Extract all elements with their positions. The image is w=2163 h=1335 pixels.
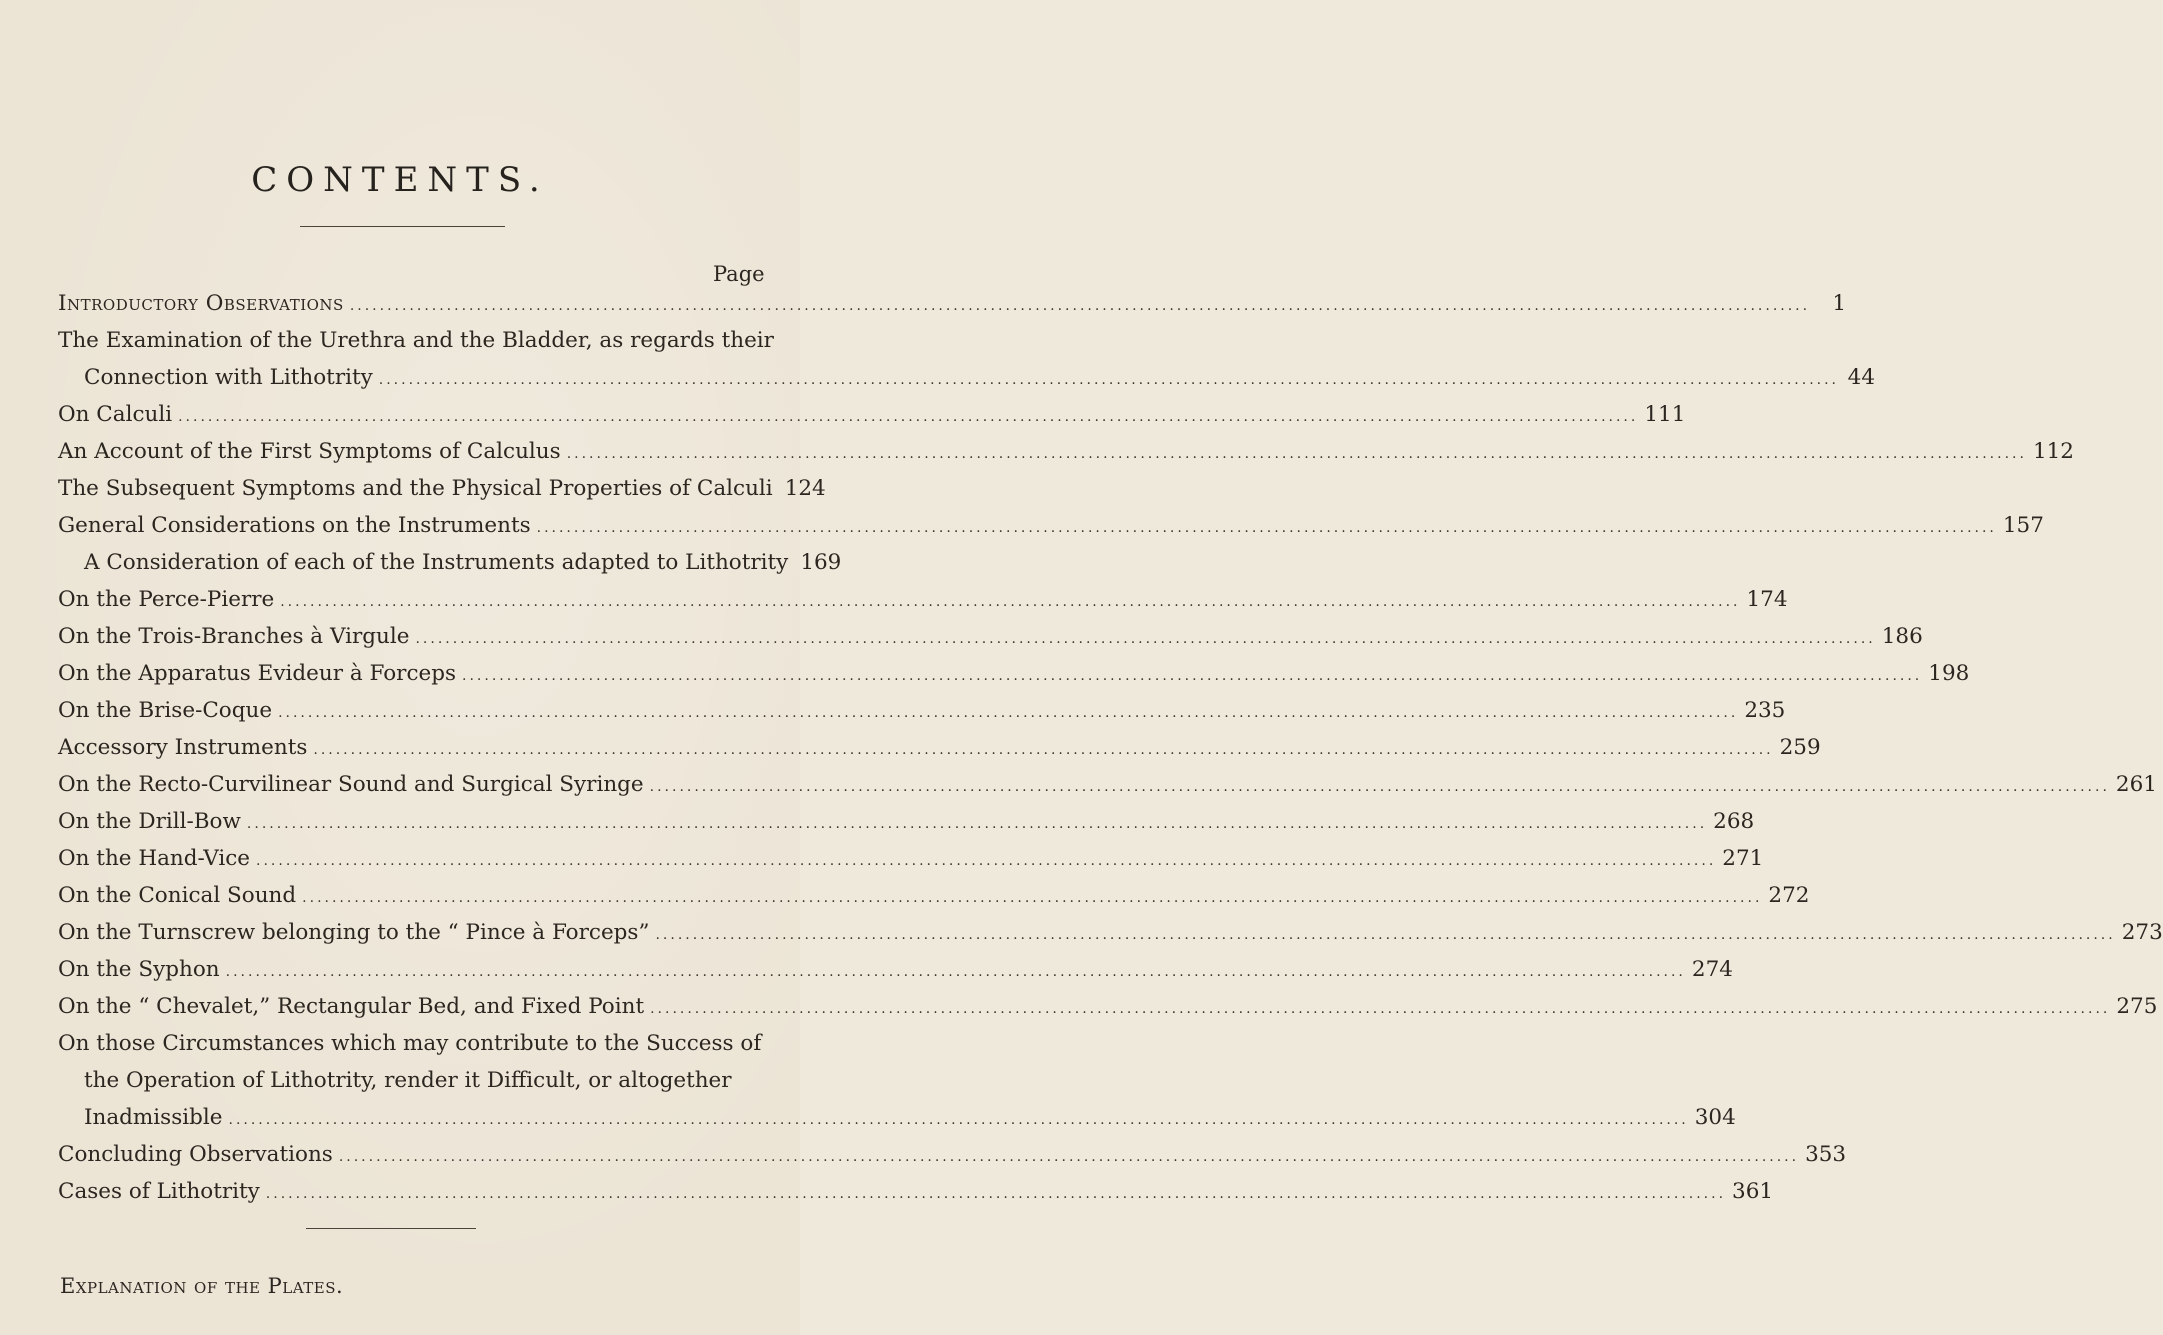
toc-entry-title: Accessory Instruments [58,735,308,760]
toc-entry [58,581,1788,618]
toc-entry-page: 124 [784,476,826,501]
toc-entry-page: 271 [1722,846,1764,871]
dot-leader [313,732,1773,769]
plates-heading: Explanation of the Plates. [60,1274,344,1298]
dot-leader [462,658,1922,695]
toc-entry [58,1173,1774,1210]
toc-entry-title: On the Conical Sound [58,883,297,908]
toc-entry [58,766,2157,803]
toc-entry-page: 261 [2115,772,2157,797]
toc-entry [58,470,826,507]
toc-entry-page: 274 [1691,957,1733,982]
toc-entry [58,803,1755,840]
toc-entry [58,396,1686,433]
dot-leader [178,399,1638,436]
dot-leader [339,1139,1799,1176]
title-rule [300,226,505,227]
toc-entry-page: 112 [2032,439,2074,464]
toc-entry-page: 169 [800,550,842,575]
toc-entry-page: 353 [1805,1142,1847,1167]
dot-leader [415,621,1875,658]
toc-entry [58,655,1970,692]
toc-entry-page: 174 [1746,587,1788,612]
toc-entry-title: On the Brise-Coque [58,698,273,723]
toc-entry [58,285,1847,322]
toc-entry-title: On the Recto-Curvilinear Sound and Surgical Syringe [58,772,644,797]
dot-leader [302,880,1762,917]
dot-leader [280,584,1740,621]
toc-entry-title: On the Turnscrew belonging to the “ Pince à Forceps” [58,920,650,945]
toc-entry-page: 235 [1744,698,1786,723]
toc-entry [58,1025,1736,1136]
toc-entry-title: On the “ Chevalet,” Rectangular Bed, and Fixed Point [58,994,645,1019]
toc-entry-title-line: On those Circumstances which may contribute to the Success of [58,1031,762,1056]
dot-leader [350,288,1810,325]
dot-leader [256,843,1716,880]
toc-entry-title: On the Apparatus Evideur à Forceps [58,661,457,686]
toc-entry-page: 273 [2121,920,2163,945]
toc-entry-title: On Calculi [58,402,173,427]
dot-leader [278,695,1738,732]
toc-entry-title: Inadmissible [84,1105,223,1130]
toc-entry-title: An Account of the First Symptoms of Calculus [58,439,561,464]
toc-entry-title: On the Hand-Vice [58,846,251,871]
toc-entry [58,322,1876,396]
dot-leader [655,917,2115,954]
toc-entry [58,951,1733,988]
toc-entry [58,507,2044,544]
toc-entry-page: 198 [1928,661,1970,686]
toc-entry-title: General Considerations on the Instruments [58,513,531,538]
toc-entry-page: 304 [1694,1105,1736,1130]
toc-entry-page: 272 [1768,883,1810,908]
toc-entry-title: On the Syphon [58,957,220,982]
toc-entry-page: 1 [1832,291,1847,316]
toc-entry-title: A Consideration of each of the Instruments adapted to Lithotrity [84,550,789,575]
dot-leader [247,806,1707,843]
toc-entry-title: On the Perce-Pierre [58,587,275,612]
toc-entry [58,433,2074,470]
toc-entry [58,618,1923,655]
toc-entry-title: Cases of Lithotrity [58,1179,260,1204]
page-column-label: Page [713,262,765,286]
toc-entry [58,914,2163,951]
toc-entry-title-line: the Operation of Lithotrity, render it Difficult, or altogether [84,1068,732,1093]
toc-entry-title: On the Trois-Branches à Virgule [58,624,410,649]
toc-entry-page: 44 [1847,365,1876,390]
dot-leader [229,1102,1689,1139]
dot-leader [650,769,2110,806]
dot-leader [379,362,1839,399]
table-of-contents [58,285,2163,1210]
toc-entry [58,692,1786,729]
page-title: CONTENTS. [251,160,549,200]
toc-entry [58,840,1764,877]
toc-entry-title: On the Drill-Bow [58,809,241,834]
dot-leader [266,1176,1726,1213]
section-rule [306,1228,476,1229]
toc-entry [58,729,1821,766]
toc-entry-title: The Subsequent Symptoms and the Physical Properties of Calculi [58,476,773,501]
dot-leader [567,436,2027,473]
toc-entry [58,1136,1847,1173]
dot-leader [537,510,1997,547]
toc-entry-page: 111 [1644,402,1686,427]
toc-entry-title-line: The Examination of the Urethra and the Bladder, as regards their [58,328,774,353]
toc-entry-page: 186 [1881,624,1923,649]
toc-entry-page: 268 [1713,809,1755,834]
toc-entry [58,988,2158,1025]
toc-entry-page: 361 [1732,1179,1774,1204]
toc-entry [58,877,1810,914]
toc-entry-page: 157 [2002,513,2044,538]
toc-entry [58,544,842,581]
toc-entry-title: Connection with Lithotrity [84,365,373,390]
toc-entry-title: Introductory Observations [58,291,344,316]
toc-entry-page: 259 [1779,735,1821,760]
dot-leader [650,991,2110,1028]
dot-leader [226,954,1686,991]
toc-entry-title: Concluding Observations [58,1142,333,1167]
toc-entry-page: 275 [2116,994,2158,1019]
